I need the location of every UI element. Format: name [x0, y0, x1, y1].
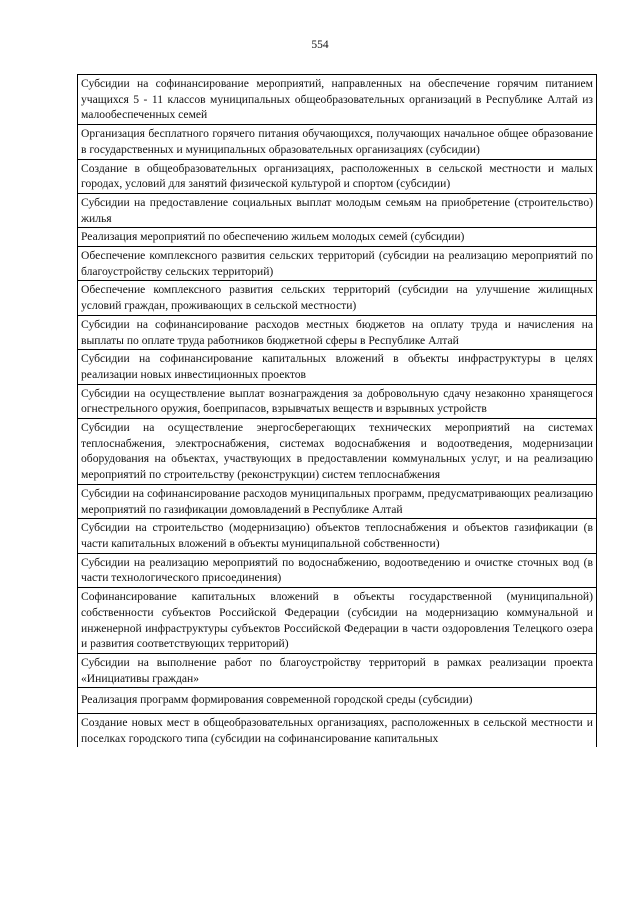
table-row [78, 247, 597, 281]
table-row [78, 419, 597, 485]
table-row [78, 281, 597, 315]
table-row [78, 588, 597, 654]
table-row [78, 228, 597, 247]
table-row [78, 688, 597, 714]
table-cell: Субсидии на осуществление выплат вознаграждения за добровольную сдачу незаконно хранящегося огнестрельного оружия, боеприпасов, взрывчатых веществ и взрывных устройств [78, 384, 597, 418]
table-cell: Субсидии на строительство (модернизацию) объектов теплоснабжения и объектов газификации (в части капитальных вложений в объекты муниципальной собственности) [78, 519, 597, 553]
table-row [78, 553, 597, 587]
table-row [78, 484, 597, 518]
table-row [78, 75, 597, 125]
table-cell: Обеспечение комплексного развития сельских территорий (субсидии на реализацию мероприятий по благоустройству сельских территорий) [78, 247, 597, 281]
table-cell: Субсидии на осуществление энергосберегающих технических мероприятий на системах теплоснабжения, электроснабжения, системах водоснабжения и водоотведения, модернизации оборудования на объектах, участвующих в предоставлении коммунальных услуг, и на реализацию мероприятий по строительству (реконструкции) систем теплоснабжения [78, 419, 597, 485]
table-cell: Субсидии на реализацию мероприятий по водоснабжению, водоотведению и очистке сточных вод (в части технологического присоединения) [78, 553, 597, 587]
table-cell: Реализация программ формирования современной городской среды (субсидии) [78, 688, 597, 714]
table-cell: Субсидии на софинансирование расходов муниципальных программ, предусматривающих реализацию мероприятий по газификации домовладений в Республике Алтай [78, 484, 597, 518]
subsidies-table-body [78, 75, 597, 748]
table-row [78, 519, 597, 553]
table-cell: Софинансирование капитальных вложений в объекты государственной (муниципальной) собственности субъектов Российской Федерации (субсидии на модернизацию коммунальной и инженерной инфраструктуры субъектов Российской Федерации в части оздоровления Телецкого озера и развития соответствующих территорий) [78, 588, 597, 654]
table-row [78, 315, 597, 349]
table-row [78, 193, 597, 227]
table-row [78, 653, 597, 687]
table-cell: Субсидии на софинансирование расходов местных бюджетов на оплату труда и начисления на выплаты по оплате труда работников бюджетной сферы в Республике Алтай [78, 315, 597, 349]
table-row [78, 159, 597, 193]
table-cell: Организация бесплатного горячего питания обучающихся, получающих начальное общее образование в государственных и муниципальных образовательных организациях (субсидии) [78, 125, 597, 159]
table-row [78, 125, 597, 159]
subsidies-table [77, 74, 597, 747]
page-number: 554 [311, 39, 329, 51]
table-cell: Субсидии на предоставление социальных выплат молодым семьям на приобретение (строительство) жилья [78, 193, 597, 227]
table-cell: Субсидии на выполнение работ по благоустройству территорий в рамках реализации проекта «Инициативы граждан» [78, 653, 597, 687]
table-cell: Создание в общеобразовательных организациях, расположенных в сельской местности и малых городах, условий для занятий физической культурой и спортом (субсидии) [78, 159, 597, 193]
table-cell: Субсидии на софинансирование мероприятий, направленных на обеспечение горячим питанием учащихся 5 - 11 классов муниципальных общеобразовательных организаций в Республике Алтай из малообеспеченных семей [78, 75, 597, 125]
table-cell: Обеспечение комплексного развития сельских территорий (субсидии на улучшение жилищных условий граждан, проживающих в сельской местности) [78, 281, 597, 315]
table-cell: Субсидии на софинансирование капитальных вложений в объекты инфраструктуры в целях реализации новых инвестиционных проектов [78, 350, 597, 384]
table-row [78, 384, 597, 418]
table-row [78, 714, 597, 748]
table-row [78, 350, 597, 384]
table-cell: Реализация мероприятий по обеспечению жильем молодых семей (субсидии) [78, 228, 597, 247]
table-cell: Создание новых мест в общеобразовательных организациях, расположенных в сельской местности и поселках городского типа (субсидии на софинансирование капитальных [78, 714, 597, 748]
